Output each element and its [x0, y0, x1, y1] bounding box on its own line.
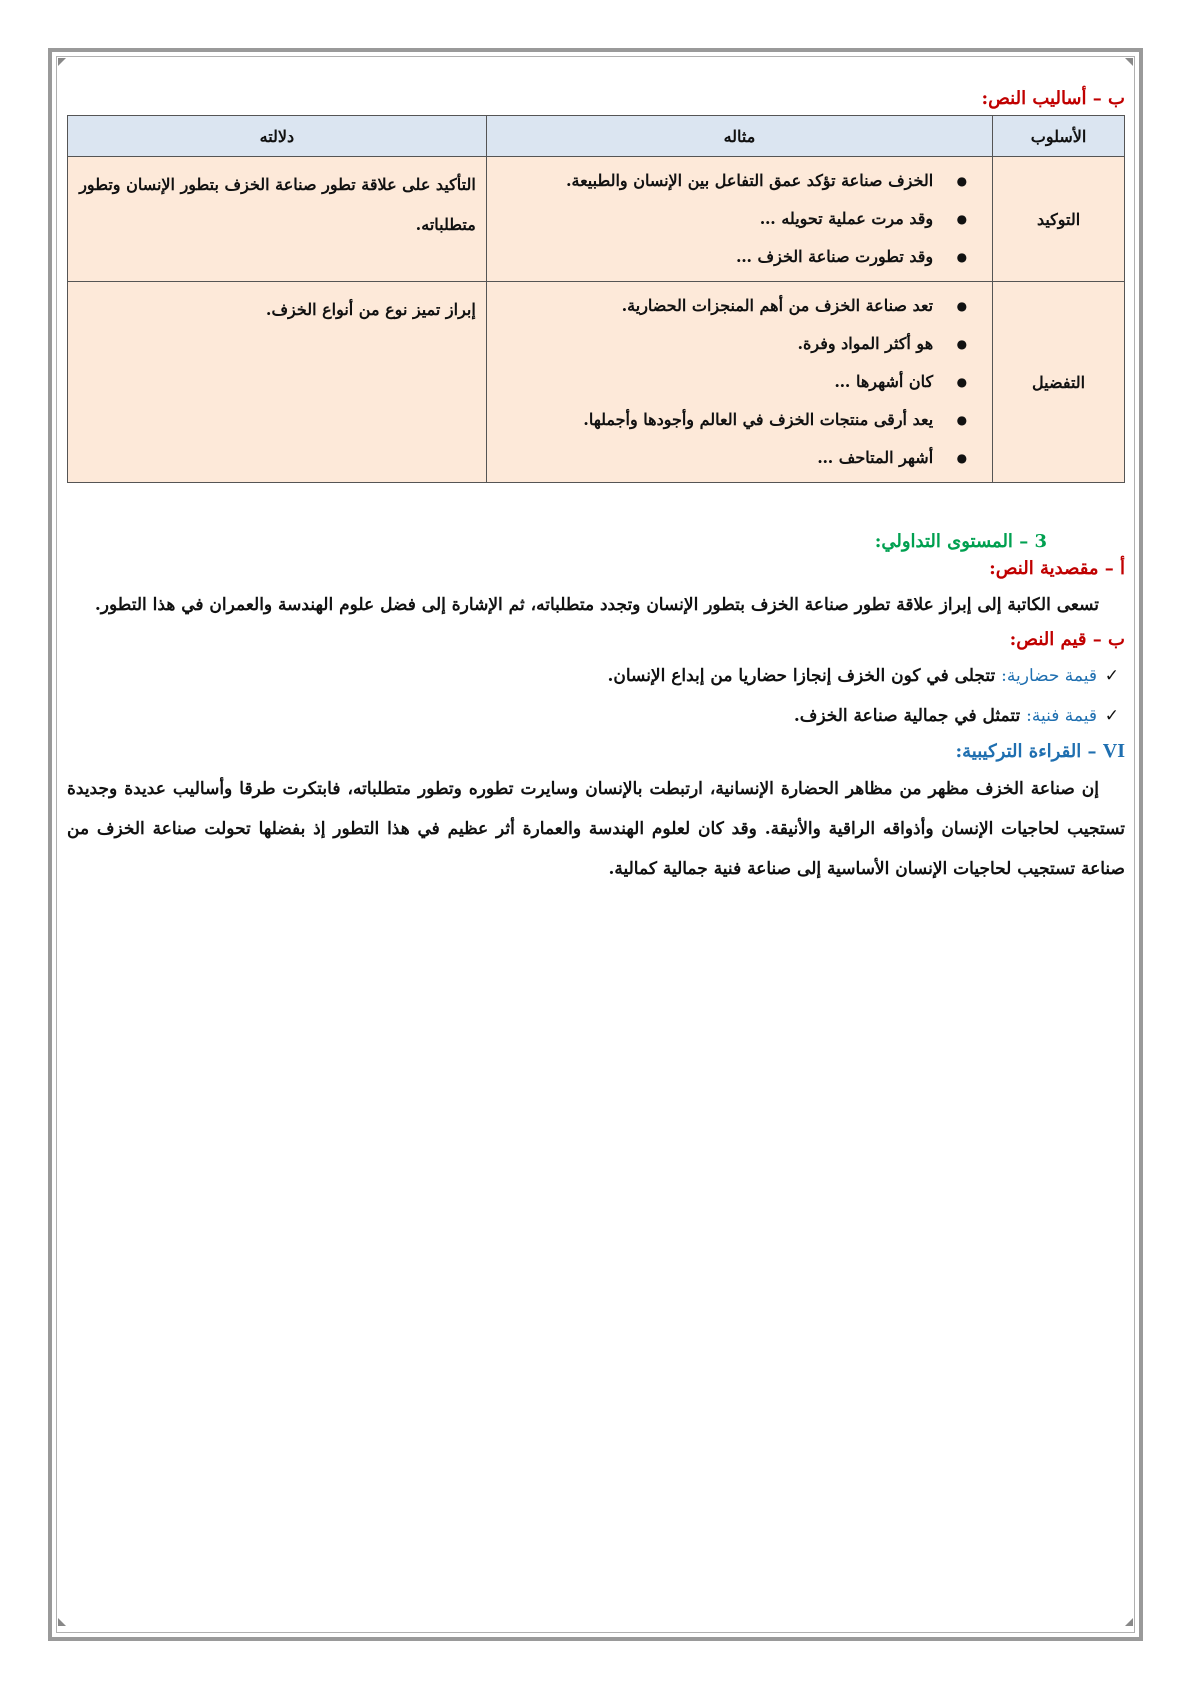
- examples-cell: [486, 157, 992, 282]
- table-row: [68, 157, 1125, 282]
- intent-paragraph: تسعى الكاتبة إلى إبراز علاقة تطور صناعة الخزف بتطور الإنسان وتجدد متطلباته، ثم الإشارة إلى فضل علوم الهندسة والعمران في هذا التطور.: [94, 595, 1099, 615]
- bullet-icon: ●: [956, 212, 968, 226]
- list-item: ● تعد صناعة الخزف من أهم المنجزات الحضارية.: [488, 287, 967, 325]
- synthesis-title: – القراءة التركيبية:: [955, 741, 1097, 762]
- list-item: ● وقد مرت عملية تحويله …: [488, 200, 967, 238]
- list-item: ● كان أشهرها …: [488, 363, 967, 401]
- list-item: ● وقد تطورت صناعة الخزف …: [488, 238, 967, 276]
- frame-corner-ornament: [58, 58, 66, 66]
- list-item: [67, 656, 1119, 696]
- bullet-icon: ●: [956, 337, 968, 351]
- list-item: ● هو أكثر المواد وفرة.: [488, 325, 967, 363]
- list-item: [67, 696, 1119, 736]
- frame-corner-ornament: [1125, 1618, 1133, 1626]
- bullet-icon: ●: [956, 299, 968, 313]
- check-icon: ✓: [1104, 706, 1119, 726]
- table-row: [68, 282, 1125, 483]
- bullet-icon: ●: [956, 375, 968, 389]
- header-meaning: دلالته: [68, 116, 487, 157]
- level3-heading: 3 – المستوى التداولي:: [874, 531, 1047, 552]
- frame-corner-ornament: [58, 1618, 66, 1626]
- bullet-icon: ●: [956, 174, 968, 188]
- value-term: قيمة فنية:: [1026, 706, 1097, 726]
- list-item: ● أشهر المتاحف …: [488, 439, 967, 477]
- bullet-icon: ●: [956, 250, 968, 264]
- bullet-icon: ●: [956, 413, 968, 427]
- value-term: قيمة حضارية:: [1001, 666, 1097, 686]
- meaning-cell: إبراز تميز نوع من أنواع الخزف.: [68, 282, 487, 483]
- style-cell: التفضيل: [993, 282, 1125, 483]
- bullet-icon: ●: [956, 451, 968, 465]
- section-numeral: VI: [1102, 740, 1125, 762]
- check-icon: ✓: [1104, 666, 1119, 686]
- document-content: [67, 88, 1125, 889]
- style-cell: التوكيد: [993, 157, 1125, 282]
- header-example: مثاله: [486, 116, 992, 157]
- styles-table: [67, 115, 1125, 483]
- synthesis-heading: [67, 740, 1125, 763]
- values-heading: ب – قيم النص:: [1009, 629, 1125, 650]
- synthesis-paragraph: إن صناعة الخزف مظهر من مظاهر الحضارة الإنسانية، ارتبطت بالإنسان وسايرت تطوره وتطور متطلباته، فابتكرت طرقا وأساليب عديدة وجديدة تستجيب لحاجيات الإنسان وأذواقه الراقية والأنيقة. وقد كان لعلوم الهندسة والعمارة أثر عظيم في هذا التطور إذ بفضلها تحولت صناعة الخزف من صناعة تستجيب لحاجيات الإنسان الأساسية إلى صناعة فنية جمالية كمالية.: [67, 779, 1125, 879]
- value-text: تتجلى في كون الخزف إنجازا حضاريا من إبداع الإنسان.: [607, 666, 1002, 686]
- header-style: الأسلوب: [993, 116, 1125, 157]
- list-item: ● الخزف صناعة تؤكد عمق التفاعل بين الإنسان والطبيعة.: [488, 162, 967, 200]
- table-header-row: [68, 116, 1125, 157]
- styles-heading: ب – أساليب النص:: [981, 88, 1125, 109]
- meaning-cell: التأكيد على علاقة تطور صناعة الخزف بتطور الإنسان وتطور متطلباته.: [68, 157, 487, 282]
- list-item: ● يعد أرقى منتجات الخزف في العالم وأجودها وأجملها.: [488, 401, 967, 439]
- frame-corner-ornament: [1125, 58, 1133, 66]
- values-list: [67, 656, 1125, 736]
- value-text: تتمثل في جمالية صناعة الخزف.: [793, 706, 1027, 726]
- intent-heading: أ – مقصدية النص:: [989, 558, 1125, 579]
- examples-cell: [486, 282, 992, 483]
